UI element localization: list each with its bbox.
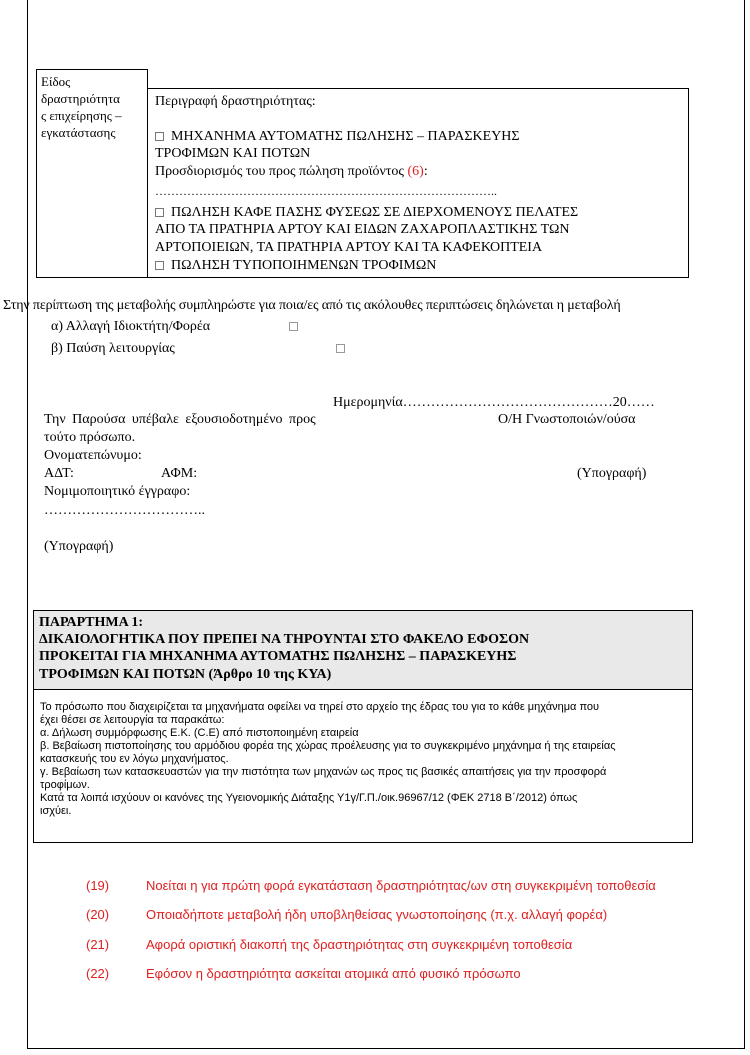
footnote-text-19: Νοείται η για πρώτη φορά εγκατάσταση δραστηριότητας/ων στη συγκεκριμένη τοποθεσία — [146, 878, 656, 893]
annex-box — [33, 610, 693, 843]
footnote-num-19: (19) — [86, 878, 110, 893]
annex-body-line: Το πρόσωπο που διαχειρίζεται τα μηχανήματα οφείλει να τηρεί στο αρχείο της έδρας του για το κάθε μηχάνημα που — [40, 701, 600, 713]
option-vending-line-1: ΜΗΧΑΝΗΜΑ ΑΥΤΟΜΑΤΗΣ ΠΩΛΗΣΗΣ – ΠΑΡΑΣΚΕΥΗΣ — [171, 129, 520, 144]
activity-type-line-3: ς επιχείρησης – — [41, 108, 122, 123]
product-spec-label: Προσδιορισμός του προς πώληση προϊόντος — [155, 164, 404, 179]
option-vending-machine — [155, 129, 520, 145]
option-coffee — [155, 205, 578, 221]
submitted-by-line-2: τούτο πρόσωπο. — [44, 430, 136, 445]
declarant-label: Ο/Η Γνωστοποιών/ούσα — [498, 412, 636, 427]
footnote-text-21: Αφορά οριστική διακοπή της δραστηριότητας στη συγκεκριμένη τοποθεσία — [146, 937, 573, 952]
annex-body-line: έχει θέσει σε λειτουργία τα παρακάτω: — [40, 714, 225, 726]
annex-body-line: τροφίμων. — [40, 779, 90, 791]
checkbox-coffee[interactable] — [155, 208, 164, 217]
signature-left: (Υπογραφή) — [44, 539, 114, 554]
legal-doc-label: Νομιμοποιητικό έγγραφο: — [44, 484, 191, 499]
product-spec — [155, 164, 428, 180]
checkbox-change-owner[interactable] — [289, 322, 298, 331]
annex-body-line: γ. Βεβαίωση των κατασκευαστών για την πιστότητα των μηχανών ως προς τις βασικές απαιτήσεις για την προσφορά — [40, 766, 607, 778]
option-vending-line-2: ΤΡΟΦΙΜΩΝ ΚΑΙ ΠΟΤΩΝ — [155, 146, 311, 161]
option-packaged-label: ΠΩΛΗΣΗ ΤΥΠΟΠΟΙΗΜΕΝΩΝ ΤΡΟΦΙΜΩΝ — [171, 258, 437, 273]
activity-type-line-2: δραστηριότητα — [41, 91, 120, 106]
checkbox-packaged-food[interactable] — [155, 261, 164, 270]
change-option-b: β) Παύση λειτουργίας — [51, 341, 175, 356]
option-coffee-line-1: ΠΩΛΗΣΗ ΚΑΦΕ ΠΑΣΗΣ ΦΥΣΕΩΣ ΣΕ ΔΙΕΡΧΟΜΕΝΟΥΣ ΠΕΛΑΤΕΣ — [171, 205, 579, 220]
annex-body-line: ισχύει. — [40, 805, 72, 817]
date-line[interactable]: Ημερομηνία………………………………………20…… — [333, 395, 655, 410]
option-coffee-line-3: ΑΡΤΟΠΟΙΕΙΩΝ, ΤΑ ΠΡΑΤΗΡΙΑ ΑΡΤΟΥ ΚΑΙ ΤΑ ΚΑΦΕΚΟΠΤΕΙΑ — [155, 240, 543, 255]
afm-label: ΑΦΜ: — [161, 466, 198, 481]
description-label: Περιγραφή δραστηριότητας: — [155, 94, 316, 109]
footnote-text-20: Οποιαδήποτε μεταβολή ήδη υποβληθείσας γνωστοποίησης (π.χ. αλλαγή φορέα) — [146, 907, 608, 922]
annex-header — [34, 611, 692, 690]
adt-label: ΑΔΤ: — [44, 466, 74, 481]
footnote-num-21: (21) — [86, 937, 110, 952]
submitted-by-line-1: Την Παρούσα υπέβαλε εξουσιοδοτημένο προς — [44, 412, 316, 427]
activity-description-cell — [148, 88, 689, 278]
footnote-num-20: (20) — [86, 907, 110, 922]
legal-doc-dots[interactable]: …………………………….. — [44, 503, 205, 518]
product-spec-ref: (6) — [407, 164, 424, 179]
product-spec-colon: : — [423, 164, 428, 179]
activity-type-cell — [36, 69, 148, 278]
option-coffee-line-2: ΑΠΟ ΤΑ ΠΡΑΤΗΡΙΑ ΑΡΤΟΥ ΚΑΙ ΕΙΔΩΝ ΖΑΧΑΡΟΠΛΑΣΤΙΚΗΣ ΤΩΝ — [155, 222, 570, 237]
annex-heading-2: ΠΡΟΚΕΙΤΑΙ ΓΙΑ ΜΗΧΑΝΗΜΑ ΑΥΤΟΜΑΤΗΣ ΠΩΛΗΣΗΣ – ΠΑΡΑΣΚΕΥΗΣ — [39, 649, 517, 664]
change-intro: Στην περίπτωση της μεταβολής συμπληρώστε για ποια/ες από τις ακόλουθες περιπτώσεις δηλώνεται η μεταβολή — [3, 298, 621, 313]
activity-type-line-4: εγκατάστασης — [41, 125, 116, 140]
signature-right: (Υπογραφή) — [577, 466, 647, 481]
annex-heading-3: ΤΡΟΦΙΜΩΝ ΚΑΙ ΠΟΤΩΝ (Άρθρο 10 της ΚΥΑ) — [39, 667, 332, 682]
annex-body-line: α. Δήλωση συμμόρφωσης Ε.Κ. (C.E) από πιστοποιημένη εταιρεία — [40, 727, 359, 739]
change-option-a: α) Αλλαγή Ιδιοκτήτη/Φορέα — [51, 319, 211, 334]
annex-body-line: κατασκευής του εν λόγω μηχανήματος. — [40, 753, 229, 765]
annex-heading-1: ΔΙΚΑΙΟΛΟΓΗΤΙΚΑ ΠΟΥ ΠΡΕΠΕΙ ΝΑ ΤΗΡΟΥΝΤΑΙ ΣΤΟ ΦΑΚΕΛΟ ΕΦΟΣΟΝ — [39, 632, 530, 647]
annex-title: ΠΑΡΑΡΤΗΜΑ 1: — [39, 615, 144, 630]
footnote-num-22: (22) — [86, 966, 110, 981]
footnote-text-22: Εφόσον η δραστηριότητα ασκείται ατομικά από φυσικό πρόσωπο — [146, 966, 521, 981]
option-packaged-food — [155, 258, 436, 274]
checkbox-suspension[interactable] — [336, 344, 345, 353]
document-page — [3, 0, 745, 1049]
annex-body-line: Κατά τα λοιπά ισχύουν οι κανόνες της Υγειονομικής Διάταξης Υ1γ/Γ.Π./οικ.96967/12 (ΦΕΚ 2718 Β΄/2012) όπως — [40, 792, 578, 804]
activity-type-line-1: Είδος — [41, 74, 71, 89]
product-spec-dots[interactable]: ………………………………………………………………………….. — [155, 184, 497, 198]
checkbox-vending-machine[interactable] — [155, 132, 164, 141]
annex-body-line: β. Βεβαίωση πιστοποίησης του αρμόδιου φορέα της χώρας προέλευσης για το συγκεκριμένο μηχάνημα ή της εταιρείας — [40, 740, 616, 752]
full-name-label: Ονοματεπώνυμο: — [44, 448, 142, 463]
